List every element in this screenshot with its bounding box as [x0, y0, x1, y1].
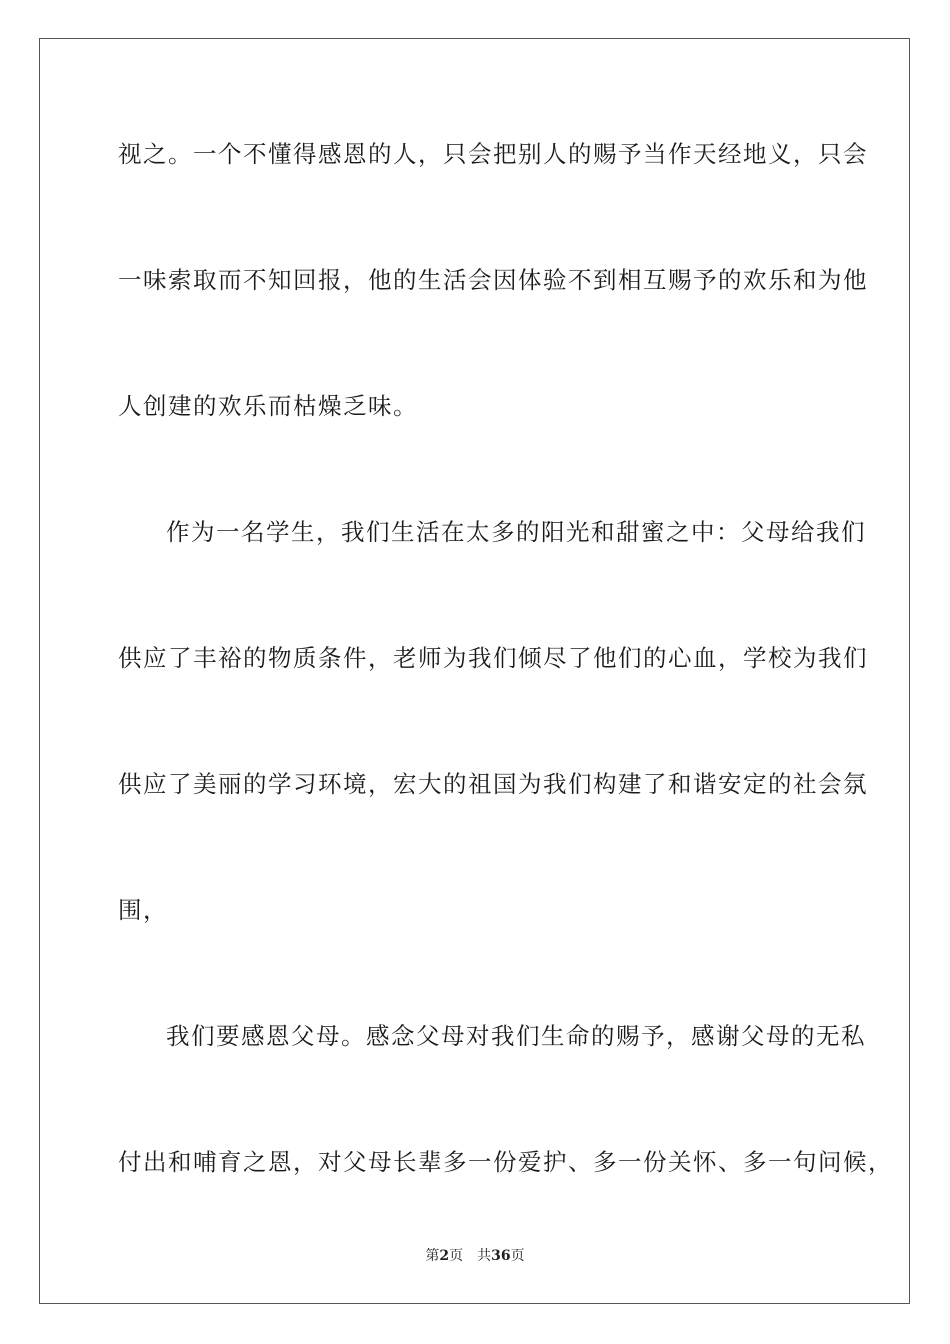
text-line-2: 一味索取而不知回报，他的生活会因体验不到相互赐予的欢乐和为他 — [118, 266, 868, 294]
total-pages: 36 — [491, 1248, 511, 1264]
text-line-7: 围， — [118, 896, 168, 924]
text-line-6: 供应了美丽的学习环境，宏大的祖国为我们构建了和谐安定的社会氛 — [118, 770, 868, 798]
page-suffix: 页 — [449, 1248, 464, 1264]
text-line-9: 付出和哺育之恩，对父母长辈多一份爱护、多一份关怀、多一句问候， — [118, 1148, 893, 1176]
text-line-5: 供应了丰裕的物质条件，老师为我们倾尽了他们的心血，学校为我们 — [118, 644, 868, 672]
text-line-1: 视之。一个不懂得感恩的人，只会把别人的赐予当作天经地义，只会 — [118, 140, 868, 168]
page-number: 2 — [439, 1248, 450, 1264]
text-line-3: 人创建的欢乐而枯燥乏味。 — [118, 392, 418, 420]
total-suffix: 页 — [510, 1248, 525, 1264]
text-line-8: 我们要感恩父母。感念父母对我们生命的赐予，感谢父母的无私 — [166, 1022, 866, 1050]
page-prefix: 第 — [425, 1248, 440, 1264]
document-body — [118, 110, 893, 1244]
total-prefix: 共 — [477, 1248, 492, 1264]
text-line-4: 作为一名学生，我们生活在太多的阳光和甜蜜之中：父母给我们 — [166, 518, 866, 546]
page-footer — [0, 1245, 950, 1265]
